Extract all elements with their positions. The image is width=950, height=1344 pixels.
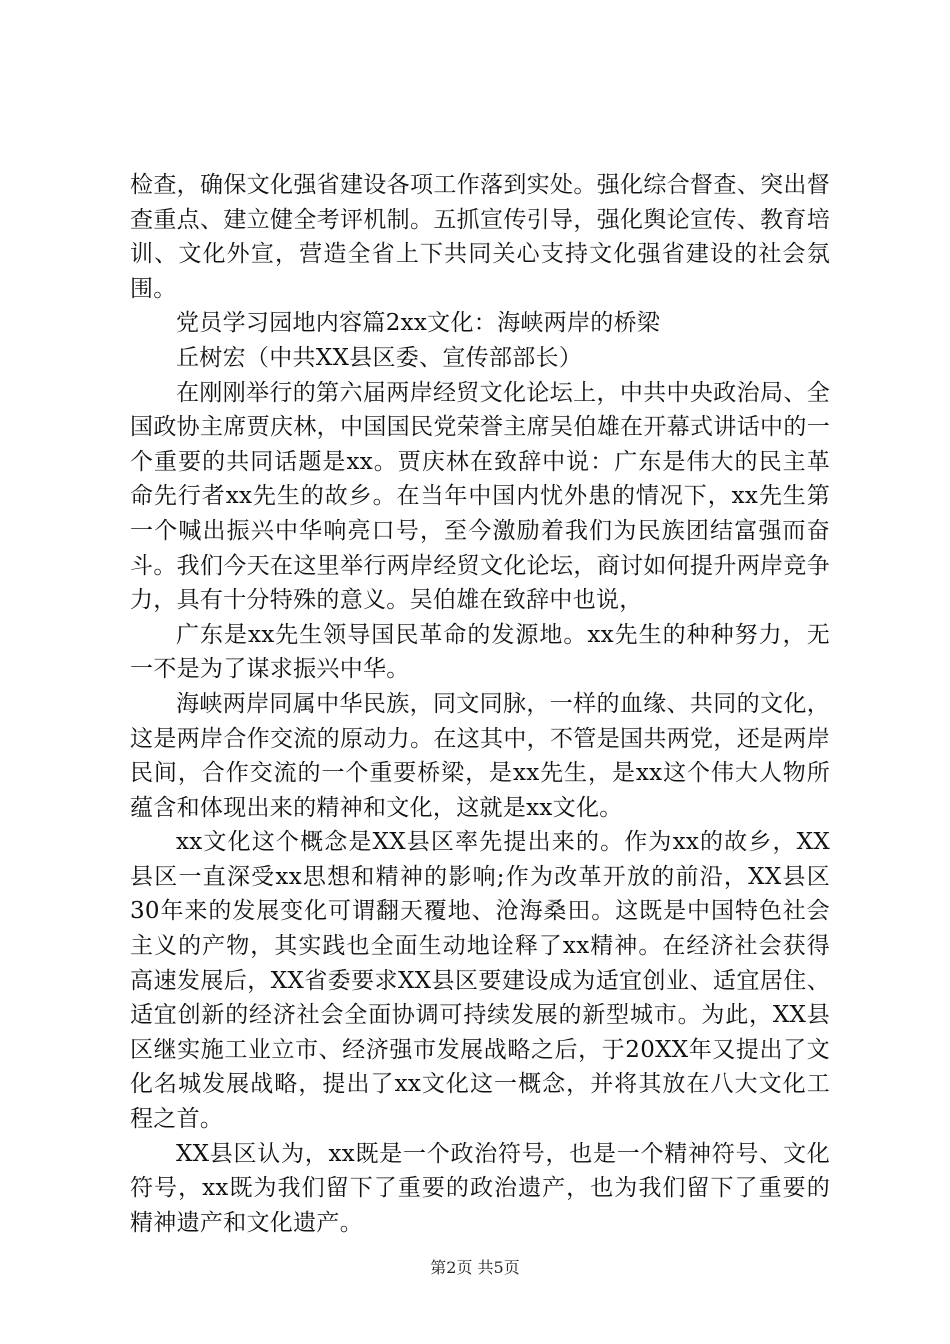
paragraph-1: 检查，确保文化强省建设各项工作落到实处。强化综合督查、突出督查重点、建立健全考评机制。五抓宣传引导，强化舆论宣传、教育培训、文化外宣，营造全省上下共同关心支持文化强省建设的社会氛围。 bbox=[130, 172, 830, 302]
document-body bbox=[130, 168, 830, 1240]
article-title: 党员学习园地内容篇2xx文化：海峡两岸的桥梁 bbox=[176, 310, 661, 337]
paragraph-8: XX县区认为，xx既是一个政治符号，也是一个精神符号、文化符号，xx既为我们留下了重要的政治遗产，也为我们留下了重要的精神遗产和文化遗产。 bbox=[130, 1140, 830, 1236]
paragraph-4: 在刚刚举行的第六届两岸经贸文化论坛上，中共中央政治局、全国政协主席贾庆林，中国国民党荣誉主席吴伯雄在开幕式讲话中的一个重要的共同话题是xx。贾庆林在致辞中说：广东是伟大的民主革命先行者xx先生的故乡。在当年中国内忧外患的情况下，xx先生第一个喊出振兴中华响亮口号，至今激励着我们为民族团结富强而奋斗。我们今天在这里举行两岸经贸文化论坛，商讨如何提升两岸竞争力，具有十分特殊的意义。吴伯雄在致辞中也说， bbox=[130, 379, 830, 614]
paragraph-7: xx文化这个概念是XX县区率先提出来的。作为xx的故乡，XX县区一直深受xx思想和精神的影响;作为改革开放的前沿，XX县区30年来的发展变化可谓翻天覆地、沧海桑田。这既是中国特色社会主义的产物，其实践也全面生动地诠释了xx精神。在经济社会获得高速发展后，XX省委要求XX县区要建设成为适宜创业、适宜居住、适宜创新的经济社会全面协调可持续发展的新型城市。为此，XX县区继实施工业立市、经济强市发展战略之后，于20XX年又提出了文化名城发展战略，提出了xx文化这一概念，并将其放在八大文化工程之首。 bbox=[130, 829, 830, 1133]
paragraph-5: 广东是xx先生领导国民革命的发源地。xx先生的种种努力，无一不是为了谋求振兴中华。 bbox=[130, 621, 830, 683]
page-number-footer: 第2页 共5页 bbox=[430, 1258, 520, 1277]
article-author: 丘树宏（中共XX县区委、宣传部部长） bbox=[176, 344, 583, 371]
paragraph-6: 海峡两岸同属中华民族，同文同脉，一样的血缘、共同的文化，这是两岸合作交流的原动力。在这其中，不管是国共两党，还是两岸民间，合作交流的一个重要桥梁，是xx先生，是xx这个伟大人物所蕴含和体现出来的精神和文化，这就是xx文化。 bbox=[130, 690, 830, 821]
